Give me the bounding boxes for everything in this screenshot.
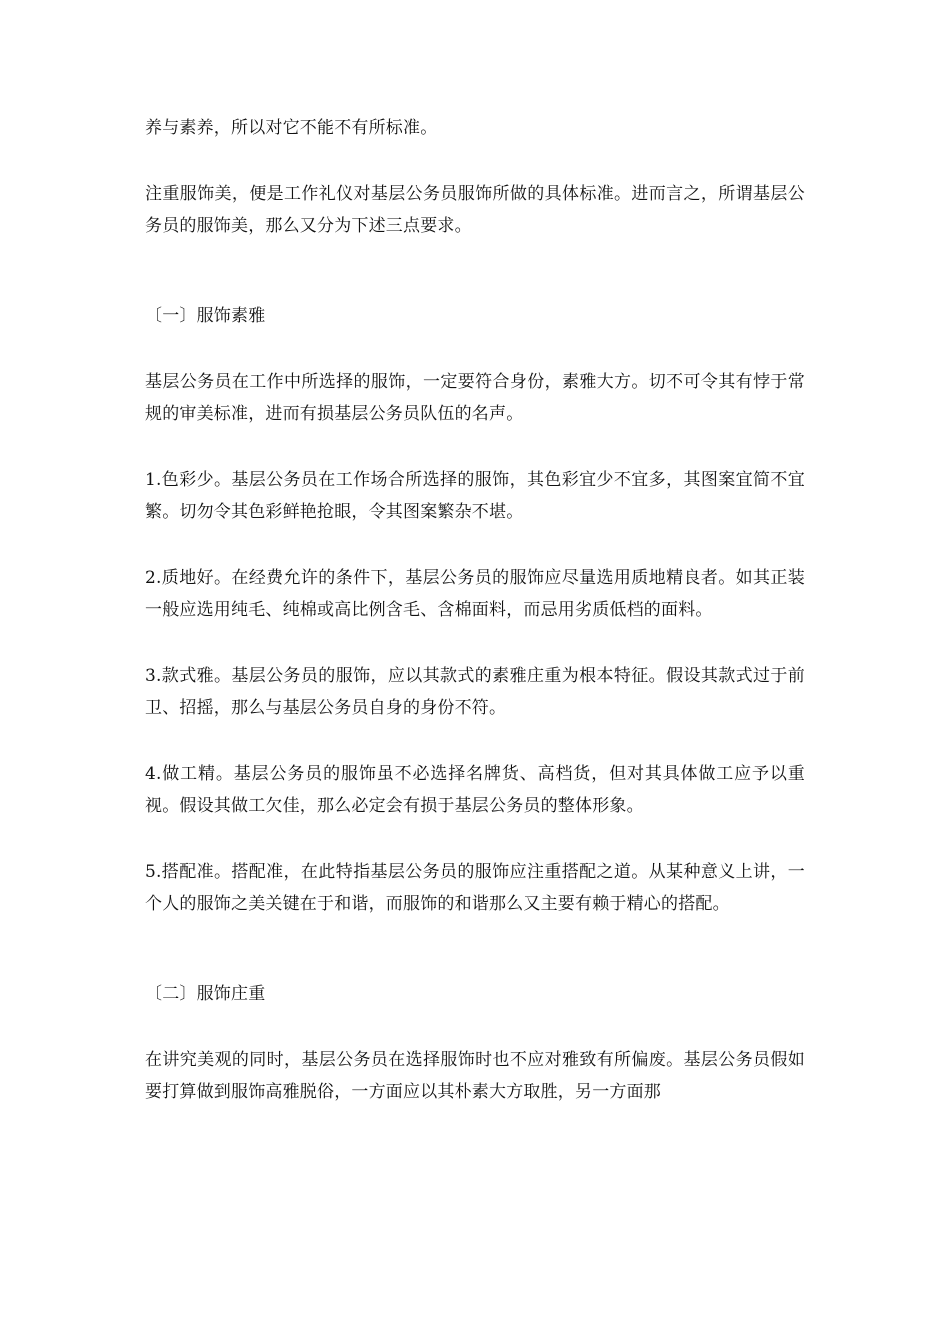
list-item: 3.款式雅。基层公务员的服饰，应以其款式的素雅庄重为根本特征。假设其款式过于前卫、招摇，那么与基层公务员自身的身份不符。 — [145, 666, 805, 718]
document-body — [145, 112, 805, 1142]
paragraph-continuation: 养与素养，所以对它不能不有所标准。 — [145, 118, 438, 138]
section-heading-1: 〔一〕服饰素雅 — [145, 306, 266, 326]
list-item: 2.质地好。在经费允许的条件下，基层公务员的服饰应尽量选用质地精良者。如其正装一般应选用纯毛、纯棉或高比例含毛、含棉面料，而忌用劣质低档的面料。 — [145, 568, 805, 620]
list-item: 4.做工精。基层公务员的服饰虽不必选择名牌货、高档货，但对其具体做工应予以重视。假设其做工欠佳，那么必定会有损于基层公务员的整体形象。 — [145, 764, 805, 816]
section2-intro: 在讲究美观的同时，基层公务员在选择服饰时也不应对雅致有所偏废。基层公务员假如要打算做到服饰高雅脱俗，一方面应以其朴素大方取胜，另一方面那 — [145, 1050, 805, 1102]
list-item: 5.搭配准。搭配准，在此特指基层公务员的服饰应注重搭配之道。从某种意义上讲，一个人的服饰之美关键在于和谐，而服饰的和谐那么又主要有赖于精心的搭配。 — [145, 862, 805, 914]
section-heading-2: 〔二〕服饰庄重 — [145, 984, 266, 1004]
section1-intro: 基层公务员在工作中所选择的服饰，一定要符合身份，素雅大方。切不可令其有悖于常规的审美标准，进而有损基层公务员队伍的名声。 — [145, 372, 805, 424]
paragraph-intro: 注重服饰美，便是工作礼仪对基层公务员服饰所做的具体标准。进而言之，所谓基层公务员的服饰美，那么又分为下述三点要求。 — [145, 184, 805, 236]
list-item: 1.色彩少。基层公务员在工作场合所选择的服饰，其色彩宜少不宜多，其图案宜简不宜繁。切勿令其色彩鲜艳抢眼，令其图案繁杂不堪。 — [145, 470, 805, 522]
